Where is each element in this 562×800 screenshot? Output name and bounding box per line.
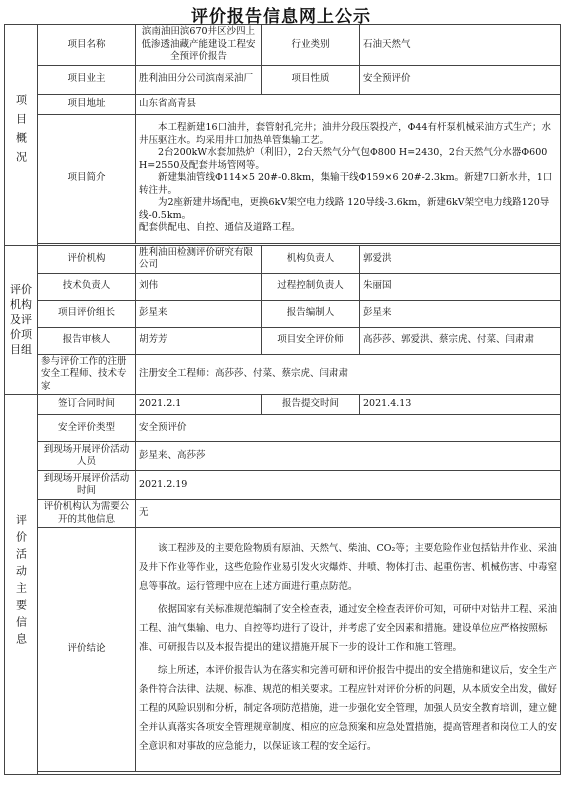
- process-head-value: 朱丽国: [360, 273, 561, 300]
- team-lead-label: 项目评价组长: [38, 300, 136, 327]
- section-activity: 评价活动主要信息: [5, 395, 38, 775]
- registered-label: 参与评价工作的注册安全工程师、技术专家: [38, 354, 136, 395]
- type-label: 安全评价类型: [38, 415, 136, 442]
- reviewer-label: 报告审核人: [38, 327, 136, 354]
- registered-value: 注册安全工程师：高莎莎、付菜、蔡宗虎、闫肃肃: [136, 354, 561, 395]
- intro-paragraph: 配套供配电、自控、通信及道路工程。: [139, 222, 301, 234]
- industry-label: 行业类别: [262, 25, 360, 66]
- other-info-value: 无: [136, 500, 561, 528]
- contract-time-value: 2021.2.1: [136, 395, 262, 415]
- report-author-value: 彭星来: [360, 300, 561, 327]
- tech-head-value: 刘伟: [136, 273, 262, 300]
- site-time-label: 到现场开展评价活动时间: [38, 471, 136, 500]
- industry-value: 石油天然气: [360, 25, 561, 66]
- project-name: 滨南油田滨670井区沙四上低渗透油藏产能建设工程安全预评价报告: [136, 25, 262, 66]
- agency-value: 胜利油田检测评价研究有限公司: [136, 245, 262, 273]
- address-label: 项目地址: [38, 94, 136, 114]
- conclusion-paragraph: 该工程涉及的主要危险物质有原油、天然气、柴油、CO₂等；主要危险作业包括钻井作业、采油及井下作业等作业，这些危险作业易引发火灾爆炸、井喷、物体打击、起重伤害、机械伤害、中毒窒息等事故。运行管理中应在上述方面进行重点防范。: [139, 543, 558, 592]
- conclusion-paragraph: 依据国家有关标准规范编制了安全检查表，通过安全检查表评价可知，可研中对钻井工程、采油工程、油气集输、电力、自控等均进行了设计，并考虑了安全因素和措施。建设单位应严格按照标准、可研报告以及本报告提出的建议措施开展下一步的设计工作和施工管理。: [139, 604, 558, 653]
- nature-label: 项目性质: [262, 65, 360, 94]
- agency-label: 评价机构: [38, 245, 136, 273]
- agency-head-label: 机构负责人: [262, 245, 360, 273]
- page-title: 评价报告信息网上公示: [191, 7, 371, 27]
- info-table: [4, 24, 561, 775]
- owner-value: 胜利油田分公司滨南采油厂: [136, 65, 262, 94]
- conclusion-paragraph: 综上所述，本评价报告认为在落实和完善可研和评价报告中提出的安全措施和建议后，安全生产条件符合法律、法规、标准、规范的相关要求。工程应针对评价分析的问题，从本质安全出发，做好工程的风险识别和分析，制定各项防范措施，进一步强化安全管理，加强人员安全教育培训，建立健全并认真落实各项安全管理规章制度、相应的应急预案和应急处置措施，提高管理者和岗位工人的安全意识和对事故的应急能力，以保证该工程的安全运行。: [139, 665, 558, 752]
- team-lead-value: 彭星来: [136, 300, 262, 327]
- site-staff-label: 到现场开展评价活动人员: [38, 442, 136, 471]
- submit-time-label: 报告提交时间: [262, 395, 360, 415]
- site-staff-value: 彭星来、高莎莎: [136, 442, 561, 471]
- site-time-value: 2021.2.19: [136, 471, 561, 500]
- submit-time-value: 2021.4.13: [360, 395, 561, 415]
- other-info-label: 评价机构认为需要公开的其他信息: [38, 500, 136, 528]
- conclusion-label: 评价结论: [38, 528, 136, 772]
- address-value: 山东省高青县: [136, 94, 561, 114]
- intro-paragraph: 为2座新建井场配电，更换6kV架空电力线路 120导线-3.6km，新建6kV架空电力线路120导线-0.5km。: [139, 197, 550, 221]
- tech-head-label: 技术负责人: [38, 273, 136, 300]
- reviewer-value: 胡芳芳: [136, 327, 262, 354]
- intro-label: 项目简介: [38, 114, 136, 243]
- section-overview: 项目概况: [5, 25, 38, 246]
- section-org: 评价机构及评价项目组: [5, 245, 38, 395]
- agency-head-value: 郭爱洪: [360, 245, 561, 273]
- type-value: 安全预评价: [136, 415, 561, 442]
- engineers-label: 项目安全评价师: [262, 327, 360, 354]
- intro-text: [136, 114, 561, 243]
- owner-label: 项目业主: [38, 65, 136, 94]
- process-head-label: 过程控制负责人: [262, 273, 360, 300]
- report-author-label: 报告编制人: [262, 300, 360, 327]
- conclusion-text: [136, 528, 561, 772]
- project-name-label: 项目名称: [38, 25, 136, 66]
- engineers-value: 高莎莎、郭爱洪、蔡宗虎、付菜、闫肃肃: [360, 327, 561, 354]
- nature-value: 安全预评价: [360, 65, 561, 94]
- intro-paragraph: 2台200kW水套加热炉（利旧），2台天然气分气包Φ800 H=2430，2台天然气分水器Φ600 H=2550及配套井场管网等。: [139, 147, 548, 171]
- contract-time-label: 签订合同时间: [38, 395, 136, 415]
- intro-paragraph: 新建集油管线Φ114×5 20#-0.8km，集输干线Φ159×6 20#-2.3km。新建7口新水井，1口转注井。: [139, 172, 553, 196]
- intro-paragraph: 本工程新建16口油井，套管射孔完井；油井分段压裂投产，Φ44有杆泵机械采油方式生产；水井压驱注水。均采用井口加热单管集输工艺。: [139, 122, 551, 146]
